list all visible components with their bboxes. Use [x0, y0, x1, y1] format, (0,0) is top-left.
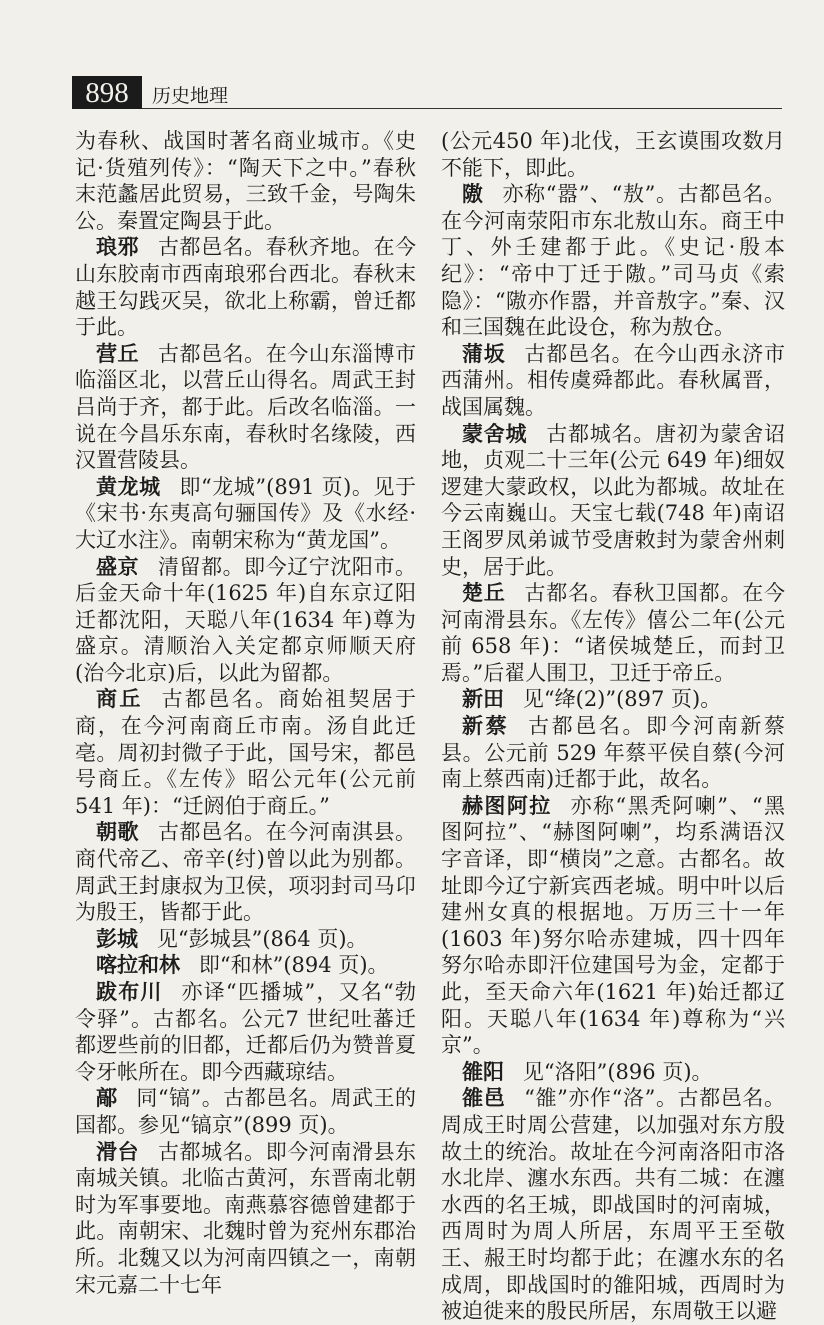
entry-text: 亦称“嚣”、“敖”。古都邑名。在今河南荥阳市东北敖山东。商王中丁、外壬建都于此。《史记·殷本纪》：“帝中丁迁于隞。”司马贞《索隐》：“隞亦作嚣，并音敖字。”秦、汉和三国魏在此设仓，称为敖仓。 [441, 182, 786, 340]
dictionary-entry [75, 1085, 416, 1138]
entry-text: 同“镐”。古都邑名。周武王的国都。参见“镐京”(899 页)。 [75, 1086, 416, 1137]
entry-term: 彭城 [96, 926, 138, 951]
dictionary-entry [441, 1059, 785, 1086]
entry-term: 赫图阿拉 [462, 793, 552, 818]
entry-text: 即“龙城”(891 页)。见于《宋书·东夷高句骊国传》及《水经·大辽水注》。南朝宋称为“黄龙国”。 [75, 474, 416, 552]
dictionary-entry [75, 474, 416, 554]
entry-text: 清留都。即今辽宁沈阳市。后金天命十年(1625 年)自东京辽阳迁都沈阳，天聪八年(1634 年)尊为盛京。清顺治入关定都京师顺天府(治今北京)后，以此为留都。 [75, 554, 416, 685]
entry-term: 跋布川 [96, 980, 163, 1004]
entry-text: 古都邑名。春秋齐地。在今山东胶南市西南琅邪台西北。春秋末越王勾践灭吴，欲北上称霸，曾迁都于此。 [75, 235, 416, 340]
entry-text: (公元450 年)北伐，王玄谟围攻数月不能下，即此。 [441, 129, 785, 180]
entry-term: 隞 [462, 182, 484, 207]
entry-text: 古都邑名。在今河南淇县。商代帝乙、帝辛(纣)曾以此为别都。周武王封康叔为卫侯，项羽封司马卬为殷王，皆都于此。 [75, 820, 416, 925]
entry-term: 商丘 [96, 687, 143, 712]
entry-text: “雒”亦作“洛”。古都邑名。周成王时周公营建，以加强对东方殷故土的统治。故址在今河南洛阳市洛水北岸、瀍水东西。共有二城：在瀍水西的名王城，即战国时的河南城，西周时为周人所居，东周平王至敬王、赧王时均都于此；在瀍水东的名成周，即战国时的雒阳城，西周时为被迫徙来的殷民所居，东周敬王以避 [441, 1086, 786, 1324]
entry-text: 见“彭城县”(864 页)。 [156, 926, 368, 951]
entry-term: 朝歌 [96, 820, 140, 845]
entry-term: 鄗 [96, 1086, 118, 1111]
entry-term: 盛京 [96, 554, 140, 579]
entry-text: 亦译“匹播城”，又名“勃令驿”。古都名。公元7 世纪吐蕃迁都逻些前的旧都，迁都后仍为赞普夏令牙帐所在。即今西藏琼结。 [75, 980, 416, 1084]
entry-term: 黄龙城 [96, 474, 161, 499]
entry-text: 古都邑名。在今山东淄博市临淄区北，以营丘山得名。周武王封吕尚于齐，都于此。后改名临淄。一说在今昌乐东南，春秋时名缘陵，西汉置营陵县。 [75, 341, 416, 473]
entry-continuation [75, 128, 416, 234]
dictionary-entry [441, 686, 785, 713]
entry-term: 蒙舍城 [462, 421, 528, 446]
entry-term: 雒邑 [462, 1086, 506, 1111]
entry-text: 即“和林”(894 页)。 [198, 953, 389, 978]
entry-text: 古都邑名。即今河南新蔡县。公元前 529 年蔡平侯自蔡(今河南上蔡西南)迁都于此，故名。 [441, 714, 786, 792]
entry-term: 新蔡 [462, 714, 510, 739]
entry-text: 古都邑名。在今山西永济市西蒲州。相传虞舜都此。春秋属晋，战国属魏。 [441, 341, 786, 419]
entry-term: 雒阳 [462, 1059, 504, 1084]
dictionary-entry [75, 554, 416, 687]
entry-text: 为春秋、战国时著名商业城市。《史记·货殖列传》：“陶天下之中。”春秋末范蠡居此贸易，三致千金，号陶朱公。秦置定陶县于此。 [75, 129, 416, 233]
entry-text: 亦称“黑秃阿喇”、“黑图阿拉”、“赫图阿喇”，均系满语汉字音译，即“横岗”之意。古都名。故址即今辽宁新宾西老城。明中叶以后建州女真的根据地。万历三十一年(1603 年)努尔哈赤建城，四十四年努尔哈赤即汗位建国号为金，定都于此，至天命六年(1621 年)始迁都辽阳。天聪八年(1634 年)尊称为“兴京”。 [441, 793, 785, 1058]
dictionary-entry [441, 713, 785, 793]
dictionary-entry [441, 1085, 785, 1324]
page-number: 898 [72, 76, 142, 109]
entry-term: 楚丘 [462, 581, 506, 606]
left-column [75, 128, 416, 1298]
entry-term: 营丘 [96, 341, 140, 366]
section-title: 历史地理 [152, 85, 229, 107]
entry-text: 古都城名。唐初为蒙舍诏地，贞观二十三年(公元 649 年)细奴逻建大蒙政权，以此为都城。故址在今云南巍山。天宝七载(748 年)南诏王阁罗凤弟诚节受唐敕封为蒙舍州刺史，居于此。 [441, 421, 786, 579]
entry-text: 见“洛阳”(896 页)。 [522, 1059, 713, 1084]
dictionary-entry [441, 181, 785, 341]
dictionary-entry [441, 421, 785, 581]
dictionary-entry [441, 341, 785, 421]
dictionary-entry [75, 1139, 416, 1299]
dictionary-entry [75, 926, 416, 953]
dictionary-entry [75, 979, 416, 1085]
entry-term: 琅邪 [96, 235, 140, 260]
entry-text: 见“绛(2)”(897 页)。 [522, 687, 722, 712]
entry-text: 古都邑名。商始祖契居于商，在今河南商丘市南。汤自此迁亳。周初封微子于此，国号宋，都邑号商丘。《左传》昭公元年(公元前 541 年)：“迁阏伯于商丘。” [75, 687, 417, 818]
page-header [72, 76, 782, 109]
entry-term: 滑台 [96, 1139, 140, 1164]
entry-text: 古都城名。即今河南滑县东南城关镇。北临古黄河，东晋南北朝时为军事要地。南燕慕容德曾建都于此。南朝宋、北魏时曾为兖州东郡治所。北魏又以为河南四镇之一，南朝宋元嘉二十七年 [75, 1139, 416, 1297]
entry-text: 古都名。春秋卫国都。在今河南滑县东。《左传》僖公二年(公元前 658 年)：“诸侯城楚丘，而封卫焉。”后翟人围卫，卫迁于帝丘。 [441, 581, 786, 685]
entry-term: 喀拉和林 [96, 953, 180, 978]
dictionary-entry [75, 341, 416, 474]
entry-continuation [441, 128, 785, 181]
dictionary-entry [75, 686, 416, 819]
dictionary-entry [75, 952, 416, 979]
right-column [441, 128, 785, 1325]
dictionary-entry [441, 580, 785, 686]
dictionary-entry [75, 819, 416, 925]
dictionary-entry [441, 793, 785, 1059]
entry-term: 新田 [462, 687, 504, 712]
entry-term: 蒲坂 [462, 341, 506, 366]
dictionary-entry [75, 234, 416, 340]
